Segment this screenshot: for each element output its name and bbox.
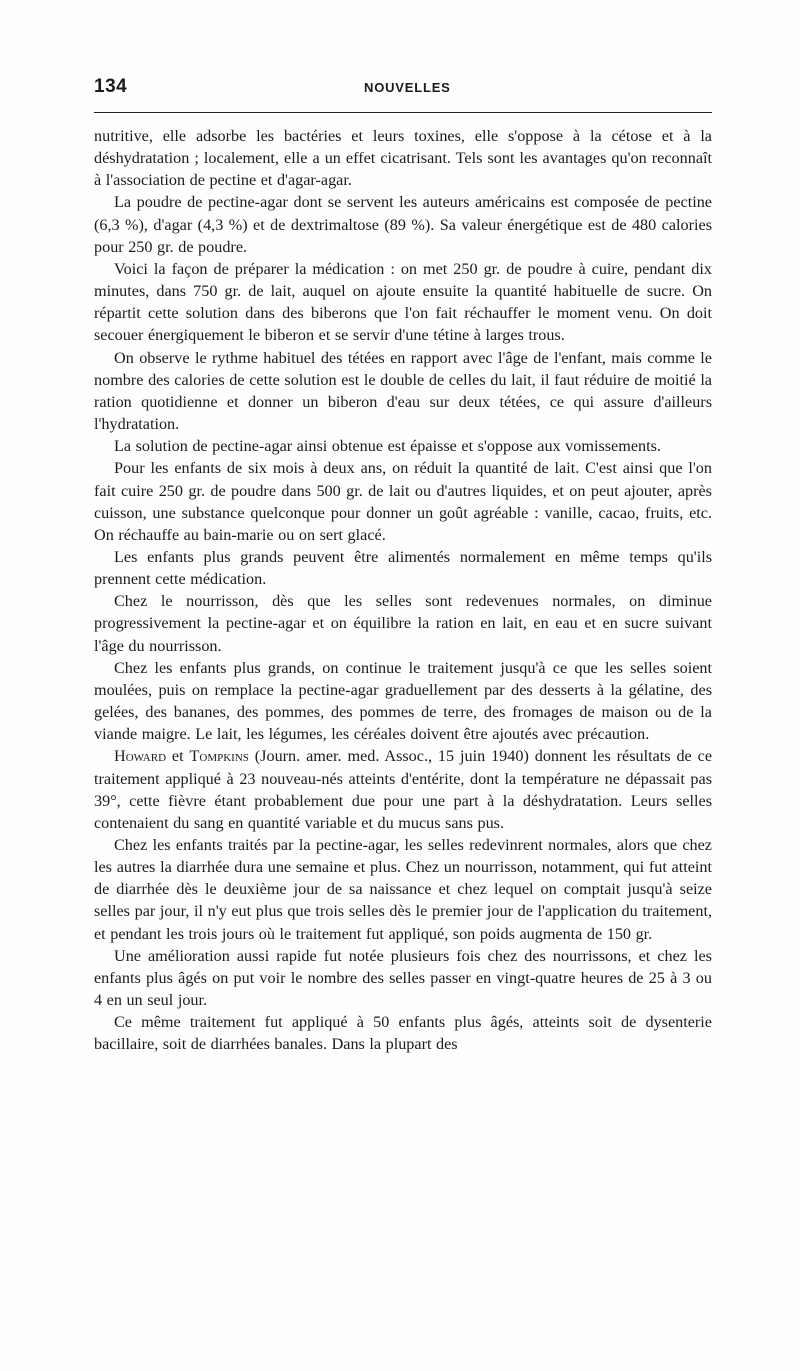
author-name: Tompkins xyxy=(189,747,249,766)
journal-reference: (Journ. amer. med. Assoc., 15 juin 1940) xyxy=(248,747,529,766)
paragraph: Chez les enfants traités par la pectine-agar, les selles redevinrent normales, alors que chez les autres la diarrhée dura une semaine et plus. Chez un nourrisson, notamment, qui fut atteint de diarrhée dès le deuxième jour de sa naissance et chez lequel on comptait jusqu'à seize selles par jour, il n'y eut plus que trois selles dès le premier jour de l'application du traitement, et pendant les trois jours où le traitement fut appliqué, son poids augmenta de 150 gr. xyxy=(94,836,712,943)
author-conjunction: et xyxy=(166,747,190,766)
paragraph: Les enfants plus grands peuvent être alimentés normalement en même temps qu'ils prennent cette médication. xyxy=(94,547,712,589)
paragraph: nutritive, elle adsorbe les bactéries et leurs toxines, elle s'oppose à la cétose et à la déshydratation ; localement, elle a un effet cicatrisant. Tels sont les avantages qu'on reconnaît à l'association de pectine et d'agar-agar. xyxy=(94,127,712,190)
page-header xyxy=(94,76,712,102)
header-rule xyxy=(94,112,712,113)
paragraph: Ce même traitement fut appliqué à 50 enfants plus âgés, atteints soit de dysenterie bacillaire, soit de diarrhées banales. Dans la plupart des xyxy=(94,1013,712,1054)
paragraph-text: donnent les résultats de ce traitement appliqué à 23 nouveau-nés atteints d'entérite, dont la température ne dépassait pas 39°, cette fièvre étant probablement due pour une part à la déshydratation. Leurs selles contenaient du sang en quantité variable et du mucus sans pus. xyxy=(94,747,713,832)
paragraph: La solution de pectine-agar ainsi obtenue est épaisse et s'oppose aux vomissements. xyxy=(114,437,661,456)
paragraph-citation xyxy=(94,745,712,834)
paragraph: Voici la façon de préparer la médication : on met 250 gr. de poudre à cuire, pendant dix minutes, dans 750 gr. de lait, auquel on ajoute ensuite la quantité habituelle de sucre. On répartit cette solution dans des biberons que l'on fait réchauffer le moment venu. On doit secouer énergiquement le biberon et se servir d'une tétine à larges trous. xyxy=(94,259,712,345)
author-name: Howard xyxy=(114,747,167,766)
paragraph: Une amélioration aussi rapide fut notée plusieurs fois chez des nourrissons, et chez les enfants plus âgés on put voir le nombre des selles passer en vingt-quatre heures de 25 à 3 ou 4 en un seul jour. xyxy=(94,946,712,1010)
paragraph: On observe le rythme habituel des tétées en rapport avec l'âge de l'enfant, mais comme le nombre des calories de cette solution est le double de celles du lait, il faut réduire de moitié la ration quotidienne et donner un biberon d'eau sur deux tétées, ce qui assure d'ailleurs l'hydratation. xyxy=(94,348,712,434)
running-title: NOUVELLES xyxy=(364,80,451,95)
paragraph: Pour les enfants de six mois à deux ans, on réduit la quantité de lait. C'est ainsi que l'on fait cuire 250 gr. de poudre dans 500 gr. de lait ou d'autres liquides, et on peut ajouter, après cuisson, une substance quelconque pour donner un goût agréable : vanille, cacao, fruits, etc. On réchauffe au bain-marie ou on sert glacé. xyxy=(94,459,712,544)
body-text xyxy=(94,125,712,1056)
paragraph: La poudre de pectine-agar dont se servent les auteurs américains est composée de pectine (6,3 %), d'agar (4,3 %) et de dextrimaltose (89 %). Sa valeur énergétique est de 480 calories pour 250 gr. de poudre. xyxy=(94,193,712,256)
paragraph: Chez le nourrisson, dès que les selles sont redevenues normales, on diminue progressivement la pectine-agar et on équilibre la ration en lait, en eau et en sucre suivant l'âge du nourrisson. xyxy=(94,592,712,655)
page-number: 134 xyxy=(94,76,128,97)
paragraph: Chez les enfants plus grands, on continue le traitement jusqu'à ce que les selles soient moulées, puis on remplace la pectine-agar graduellement par des desserts à la gélatine, des gelées, des bananes, des pommes, des pommes de terre, des fromages de maison ou de la viande maigre. Le lait, les légumes, les céréales doivent être ajoutés avec précaution. xyxy=(94,658,712,744)
